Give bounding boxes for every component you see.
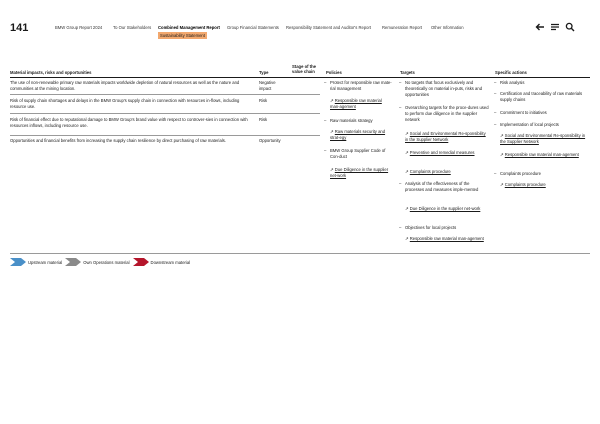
policy-link[interactable]: ↗Due Diligence in the supplier net-work bbox=[330, 167, 389, 178]
impact-row-3: Risk of financial effect due to reputational damage to BMW Group's brand value with respect to controver-sies in connection with resources inflows, including resource use. bbox=[10, 117, 248, 128]
col-header-stage: Stage of the value chain bbox=[292, 64, 316, 75]
policy-item: – BMW Group Supplier Code of Con-duct bbox=[324, 148, 386, 159]
row-divider bbox=[10, 135, 320, 136]
type-row-2: Risk bbox=[259, 98, 268, 103]
chevron-downstream-icon bbox=[133, 258, 149, 266]
row-divider bbox=[10, 113, 320, 114]
target-link[interactable]: ↗Social and Environmental Re-sponsibility in the Supplier Network bbox=[405, 131, 486, 142]
type-row-4: Opportunity bbox=[259, 138, 281, 143]
legend-upstream-label: Upstream material bbox=[28, 259, 63, 265]
policy-link[interactable]: ↗Raw materials security and strat-egy bbox=[330, 129, 386, 140]
impact-row-4: Opportunities and financial benefits from increasing the supply chain resilience by direct purchasing of raw materials. bbox=[10, 138, 226, 143]
nav-remuneration-report[interactable]: Remuneration Report bbox=[382, 25, 423, 30]
nav-bmw-group-report[interactable]: BMW Group Report 2024 bbox=[55, 25, 103, 30]
nav-responsibility-statement[interactable]: Responsibility Statement and Auditor's Report bbox=[286, 25, 372, 30]
nav-to-our-stakeholders[interactable]: To Our Stakeholders bbox=[113, 25, 152, 30]
action-link[interactable]: ↗Complaints procedure bbox=[500, 182, 546, 187]
target-item: – Objectives for local projects bbox=[399, 225, 457, 230]
target-item: – Analysis of the effectiveness of the processes and measures imple-mented bbox=[399, 181, 479, 192]
chevron-upstream-icon bbox=[10, 258, 26, 266]
nav-combined-management-report[interactable]: Combined Management Report bbox=[158, 25, 220, 30]
action-item: – Certification and traceability of raw materials supply chains bbox=[494, 91, 583, 102]
target-link[interactable]: ↗Preventive and remedial measures bbox=[405, 150, 475, 155]
sub-nav-sustainability-tag[interactable]: Sustainability Statement bbox=[160, 33, 205, 38]
target-item: – No targets that focus exclusively and theoretically on material in-puts, risks and opportunities bbox=[399, 80, 483, 97]
table-bottom-rule bbox=[10, 253, 590, 254]
nav-other-information[interactable]: Other Information bbox=[431, 25, 464, 30]
target-link[interactable]: ↗Complaints procedure bbox=[405, 169, 451, 174]
type-row-1: Negative impact bbox=[259, 80, 276, 91]
col-header-type: Type bbox=[259, 70, 269, 75]
policy-link[interactable]: ↗Responsible raw material man-agement bbox=[330, 98, 382, 109]
search-icon[interactable] bbox=[565, 21, 575, 33]
action-item: – Risk analysis bbox=[494, 80, 525, 85]
target-link[interactable]: ↗Responsible raw material man-agement bbox=[405, 236, 484, 241]
action-link[interactable]: ↗Responsible raw material man-agement bbox=[500, 152, 579, 157]
type-row-3: Risk bbox=[259, 117, 268, 122]
page-number: 141 bbox=[10, 22, 29, 34]
impact-row-1: The use of non-renewable primary raw materials impacts worldwide depletion of natural resources as well as the nature and communities at the mining location. bbox=[10, 80, 240, 91]
legend-own-ops-label: Own Operations material bbox=[83, 259, 130, 265]
col-header-actions: Specific actions bbox=[495, 70, 527, 75]
chevron-own-ops-icon bbox=[65, 258, 81, 266]
target-item: – Overarching targets for the proce-dures used to perform due diligence in the supplier network bbox=[399, 105, 489, 122]
col-header-policies: Policies bbox=[326, 70, 342, 75]
menu-icon[interactable] bbox=[550, 21, 560, 33]
action-item: – Commitment to initiatives bbox=[494, 110, 547, 115]
policy-item: – Protect for responsible raw mate-rial management bbox=[324, 80, 392, 91]
action-item: – Complaints procedure bbox=[494, 171, 541, 176]
action-item: – Implementation of local projects bbox=[494, 122, 559, 127]
col-header-impact: Material impacts, risks and opportunities bbox=[10, 70, 92, 75]
row-divider bbox=[10, 94, 320, 95]
value-chain-legend bbox=[10, 258, 193, 266]
target-link[interactable]: ↗Due Diligence in the supplier net-work bbox=[405, 206, 481, 211]
impact-row-2: Risk of supply chain shortages and delays in the BMW Group's supply chain in connection with resources in-flows, including resource use. bbox=[10, 98, 240, 109]
action-link[interactable]: ↗Social and Environmental Re-sponsibility in the Supplier Network bbox=[500, 133, 586, 144]
legend-downstream-label: Downstream material bbox=[150, 259, 191, 265]
policy-item: – Raw materials strategy bbox=[324, 118, 373, 123]
col-header-targets: Targets bbox=[400, 70, 415, 75]
header-rule bbox=[10, 77, 590, 78]
back-arrow-icon[interactable] bbox=[535, 21, 545, 33]
nav-group-financial-statements[interactable]: Group Financial Statements bbox=[227, 25, 279, 30]
